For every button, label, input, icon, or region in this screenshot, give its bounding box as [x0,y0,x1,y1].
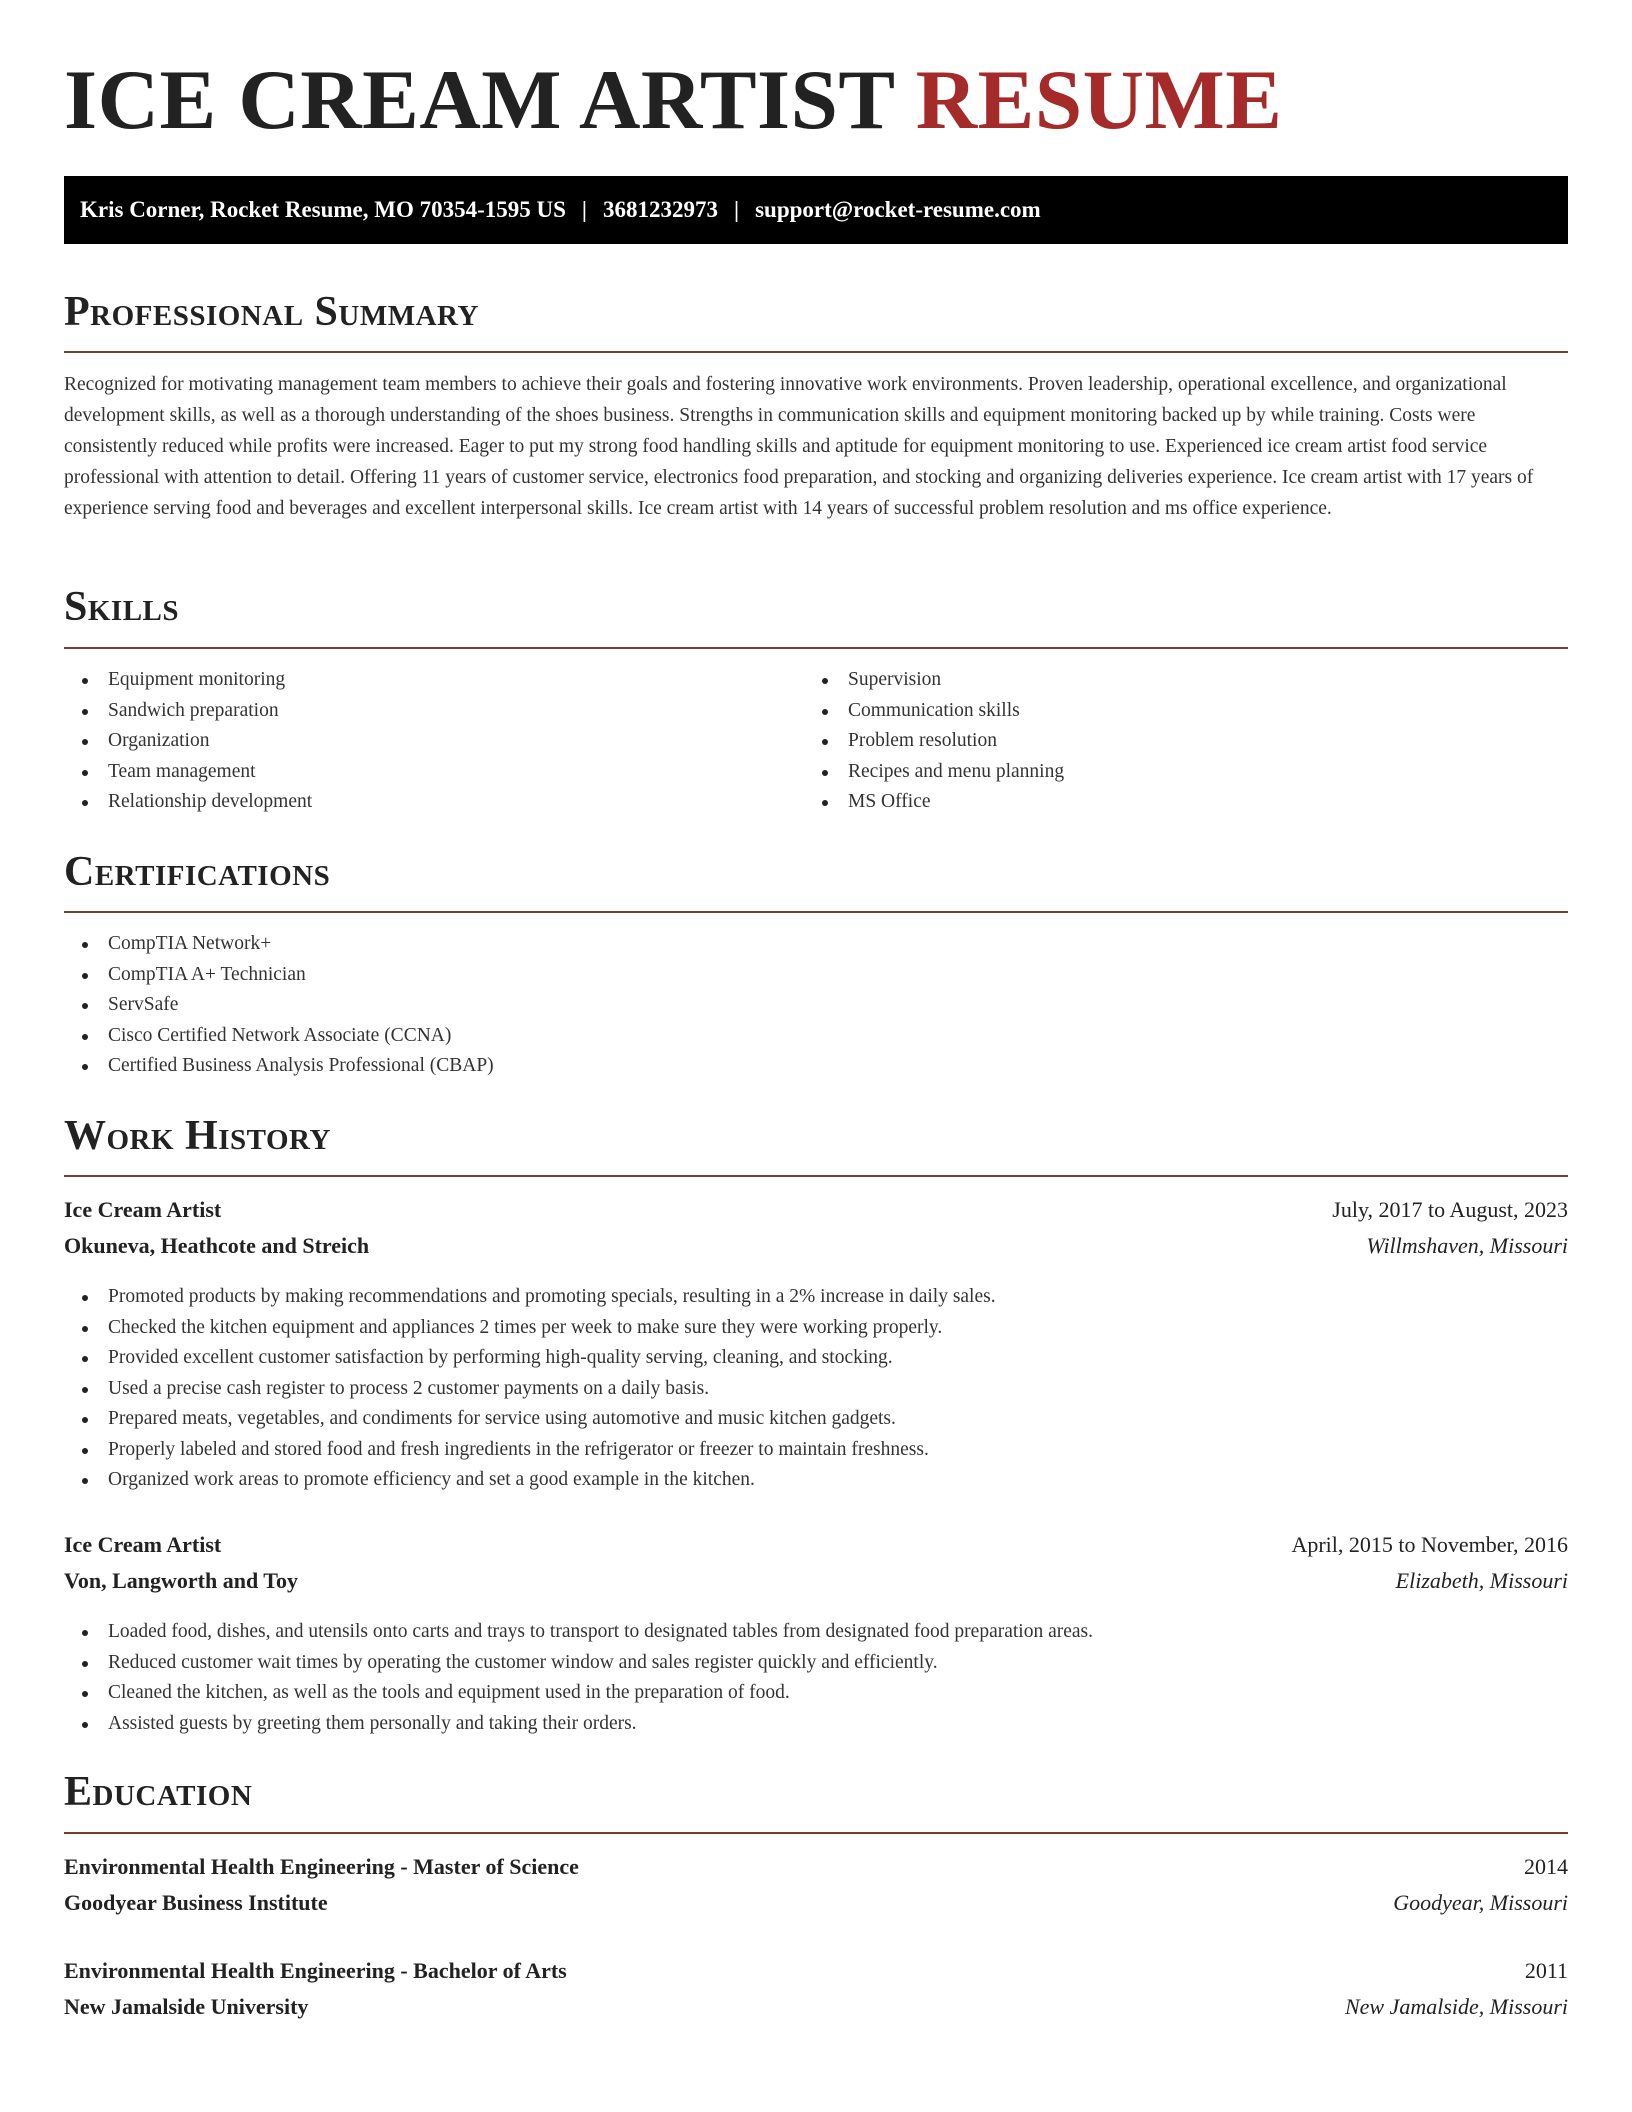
job-duty-item: Organized work areas to promote efficiency and set a good example in the kitchen. [64,1465,996,1496]
contact-email[interactable]: support@rocket-resume.com [755,197,1041,222]
section-divider [64,1832,1568,1834]
job-company: Okuneva, Heathcote and Streich [64,1233,370,1258]
contact-bar [64,176,1568,244]
education-degree-row [64,1854,1568,1890]
certification-item: CompTIA Network+ [64,929,494,960]
skill-item: Team management [64,757,312,788]
job-title: Ice Cream Artist [64,1532,222,1557]
certifications-heading: Certifications [64,849,331,895]
job-company: Von, Langworth and Toy [64,1568,298,1593]
title-main: ICE CREAM ARTIST [64,53,895,147]
certification-item: Certified Business Analysis Professional (CBAP) [64,1051,494,1082]
education-year: 2011 [1524,1958,1568,1983]
job-duty-item: Cleaned the kitchen, as well as the tools and equipment used in the preparation of food. [64,1678,1093,1709]
education-degree: Environmental Health Engineering - Master of Science [64,1854,579,1879]
skill-item: Supervision [804,665,1064,696]
skill-item: Recipes and menu planning [804,757,1064,788]
section-divider [64,1175,1568,1177]
job-duty-item: Prepared meats, vegetables, and condiments for service using automotive and music kitchen gadgets. [64,1404,996,1435]
job-header-row [64,1197,1568,1233]
education-school-row [64,1994,1568,2030]
skill-item: Communication skills [804,696,1064,727]
job-location: Elizabeth, Missouri [1395,1568,1568,1593]
job-title: Ice Cream Artist [64,1197,222,1222]
education-degree-row [64,1958,1568,1994]
job-duty-item: Loaded food, dishes, and utensils onto carts and trays to transport to designated tables from designated food preparation areas. [64,1617,1093,1648]
work-history-heading: Work History [64,1113,331,1159]
job-duty-item: Reduced customer wait times by operating the customer window and sales register quickly and efficiently. [64,1648,1093,1679]
contact-address: Kris Corner, Rocket Resume, MO 70354-1595 US [80,197,566,222]
skill-item: Sandwich preparation [64,696,312,727]
summary-heading: Professional Summary [64,289,479,335]
education-degree: Environmental Health Engineering - Bachelor of Arts [64,1958,567,1983]
job-duty-item: Promoted products by making recommendations and promoting specials, resulting in a 2% increase in daily sales. [64,1282,996,1313]
summary-text: Recognized for motivating management team members to achieve their goals and fostering innovative work environments. Proven leadership, operational excellence, and organizational development skills, as well as a thorough understanding of the shoes business. Strengths in communication skills and equipment monitoring backed up by while training. Costs were consistently reduced while profits were increased. Eager to put my strong food handling skills and aptitude for equipment monitoring to use. Experienced ice cream artist food service professional with attention to detail. Offering 11 years of customer service, electronics food preparation, and stocking and organizing deliveries experience. Ice cream artist with 17 years of experience serving food and beverages and excellent interpersonal skills. Ice cream artist with 14 years of successful problem resolution and ms office experience. [64,374,1534,519]
job-duty-item: Used a precise cash register to process 2 customer payments on a daily basis. [64,1374,996,1405]
education-school: New Jamalside University [64,1994,309,2019]
education-school-row [64,1890,1568,1926]
job-company-row [64,1233,1568,1269]
resume-title [64,53,1283,147]
education-heading: Education [64,1769,253,1815]
education-location: Goodyear, Missouri [1393,1890,1568,1915]
job-duty-item: Checked the kitchen equipment and appliances 2 times per week to make sure they were working properly. [64,1313,996,1344]
certifications-list [64,929,494,1082]
job-duties-list [64,1282,996,1496]
title-accent: RESUME [915,53,1283,147]
job-duty-item: Properly labeled and stored food and fresh ingredients in the refrigerator or freezer to maintain freshness. [64,1435,996,1466]
education-school: Goodyear Business Institute [64,1890,328,1915]
section-divider [64,911,1568,913]
certification-item: Cisco Certified Network Associate (CCNA) [64,1021,494,1052]
skill-item: Problem resolution [804,726,1064,757]
skill-item: Relationship development [64,787,312,818]
contact-phone[interactable]: 3681232973 [603,197,718,222]
contact-separator: | [581,197,587,222]
job-dates: July, 2017 to August, 2023 [1332,1197,1568,1222]
job-duty-item: Provided excellent customer satisfaction by performing high-quality serving, cleaning, and stocking. [64,1343,996,1374]
contact-separator: | [734,197,740,222]
job-dates: April, 2015 to November, 2016 [1291,1532,1568,1557]
job-header-row [64,1532,1568,1568]
certification-item: CompTIA A+ Technician [64,960,494,991]
skill-item: Organization [64,726,312,757]
skills-list-left [64,665,312,818]
skills-list-right [804,665,1064,818]
certification-item: ServSafe [64,990,494,1021]
education-location: New Jamalside, Missouri [1344,1994,1568,2019]
section-divider [64,647,1568,649]
education-year: 2014 [1524,1854,1568,1879]
job-duty-item: Assisted guests by greeting them personally and taking their orders. [64,1709,1093,1740]
job-company-row [64,1568,1568,1604]
skill-item: Equipment monitoring [64,665,312,696]
job-location: Willmshaven, Missouri [1366,1233,1568,1258]
section-divider [64,351,1568,353]
job-duties-list [64,1617,1093,1739]
skills-heading: Skills [64,584,180,630]
skill-item: MS Office [804,787,1064,818]
